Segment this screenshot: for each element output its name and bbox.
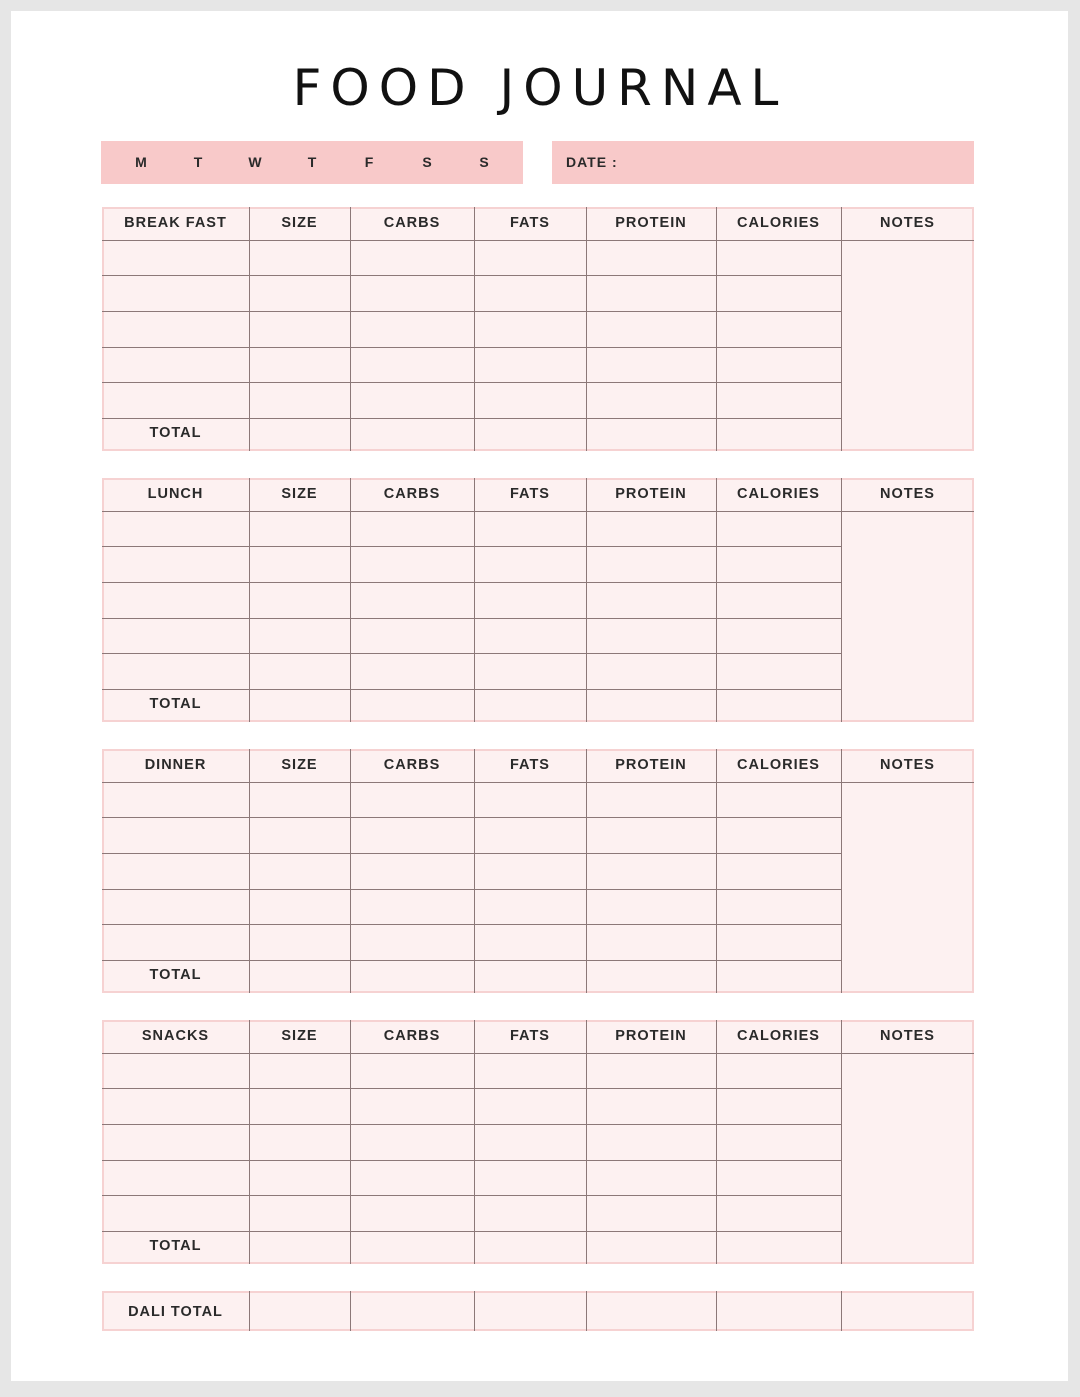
column-divider <box>249 1291 250 1331</box>
column-header-carbs: CARBS <box>383 1028 441 1044</box>
column-header-notes: NOTES <box>880 486 935 502</box>
table-background <box>102 749 974 993</box>
row-divider <box>102 618 841 619</box>
column-header-carbs: CARBS <box>383 486 441 502</box>
column-divider <box>249 749 250 993</box>
column-header-calories: CALORIES <box>737 215 820 231</box>
row-divider <box>102 653 841 654</box>
column-divider <box>474 1291 475 1331</box>
column-divider <box>350 1291 351 1331</box>
column-divider <box>474 749 475 993</box>
row-divider <box>102 853 841 854</box>
column-header-notes: NOTES <box>880 757 935 773</box>
dinner-total-label: TOTAL <box>149 967 202 983</box>
snacks-header: SNACKS <box>141 1028 210 1044</box>
column-header-carbs: CARBS <box>383 215 441 231</box>
column-divider <box>841 478 842 722</box>
column-divider <box>474 478 475 722</box>
column-header-size: SIZE <box>281 215 318 231</box>
column-header-carbs: CARBS <box>383 757 441 773</box>
column-divider <box>586 1020 587 1264</box>
column-header-protein: PROTEIN <box>615 215 687 231</box>
column-divider <box>586 1291 587 1331</box>
table-background <box>102 1020 974 1264</box>
column-divider <box>716 1020 717 1264</box>
row-divider <box>102 240 974 241</box>
row-divider <box>102 1088 841 1089</box>
column-header-notes: NOTES <box>880 215 935 231</box>
day-wednesday[interactable]: W <box>248 154 262 170</box>
column-header-fats: FATS <box>510 215 550 231</box>
column-divider <box>350 478 351 722</box>
breakfast-header: BREAK FAST <box>124 215 227 231</box>
row-divider <box>102 582 841 583</box>
column-divider <box>716 478 717 722</box>
column-divider <box>841 1020 842 1264</box>
lunch-header: LUNCH <box>147 486 204 502</box>
row-divider <box>102 1124 841 1125</box>
row-divider <box>102 1160 841 1161</box>
column-divider <box>350 749 351 993</box>
lunch-table <box>102 478 974 722</box>
column-header-size: SIZE <box>281 486 318 502</box>
column-header-size: SIZE <box>281 757 318 773</box>
row-divider <box>102 1195 841 1196</box>
snacks-table <box>102 1020 974 1264</box>
column-header-calories: CALORIES <box>737 757 820 773</box>
daily-total-row <box>102 1291 974 1331</box>
row-divider <box>102 817 841 818</box>
column-header-protein: PROTEIN <box>615 486 687 502</box>
column-divider <box>716 207 717 451</box>
column-header-fats: FATS <box>510 757 550 773</box>
day-tuesday[interactable]: T <box>193 154 203 170</box>
day-saturday[interactable]: S <box>422 154 432 170</box>
date-label: DATE : <box>566 154 618 170</box>
column-header-notes: NOTES <box>880 1028 935 1044</box>
column-header-size: SIZE <box>281 1028 318 1044</box>
page-title: FOOD JOURNAL <box>292 59 788 117</box>
row-divider <box>102 1053 974 1054</box>
column-divider <box>249 478 250 722</box>
dinner-table <box>102 749 974 993</box>
column-header-protein: PROTEIN <box>615 757 687 773</box>
column-divider <box>586 207 587 451</box>
column-header-calories: CALORIES <box>737 1028 820 1044</box>
column-divider <box>586 478 587 722</box>
column-divider <box>841 1291 842 1331</box>
column-header-fats: FATS <box>510 1028 550 1044</box>
column-divider <box>474 207 475 451</box>
table-background <box>102 207 974 451</box>
day-thursday[interactable]: T <box>307 154 317 170</box>
row-divider <box>102 546 841 547</box>
row-divider <box>102 382 841 383</box>
row-divider <box>102 782 974 783</box>
column-divider <box>716 749 717 993</box>
column-divider <box>350 1020 351 1264</box>
date-field[interactable] <box>552 141 974 184</box>
weekday-selector <box>101 141 523 184</box>
lunch-total-label: TOTAL <box>149 696 202 712</box>
column-header-protein: PROTEIN <box>615 1028 687 1044</box>
column-header-fats: FATS <box>510 486 550 502</box>
day-monday[interactable]: M <box>135 154 147 170</box>
row-divider <box>102 275 841 276</box>
table-background <box>102 478 974 722</box>
day-sunday[interactable]: S <box>479 154 489 170</box>
row-divider <box>102 347 841 348</box>
breakfast-total-label: TOTAL <box>149 425 202 441</box>
breakfast-table <box>102 207 974 451</box>
snacks-total-label: TOTAL <box>149 1238 202 1254</box>
daily-total-label: DALI TOTAL <box>128 1304 223 1320</box>
column-divider <box>586 749 587 993</box>
column-divider <box>249 207 250 451</box>
column-divider <box>249 1020 250 1264</box>
column-divider <box>350 207 351 451</box>
column-header-calories: CALORIES <box>737 486 820 502</box>
column-divider <box>474 1020 475 1264</box>
row-divider <box>102 511 974 512</box>
column-divider <box>716 1291 717 1331</box>
dinner-header: DINNER <box>144 757 207 773</box>
column-divider <box>841 749 842 993</box>
row-divider <box>102 889 841 890</box>
day-friday[interactable]: F <box>364 154 374 170</box>
row-divider <box>102 924 841 925</box>
row-divider <box>102 311 841 312</box>
column-divider <box>841 207 842 451</box>
